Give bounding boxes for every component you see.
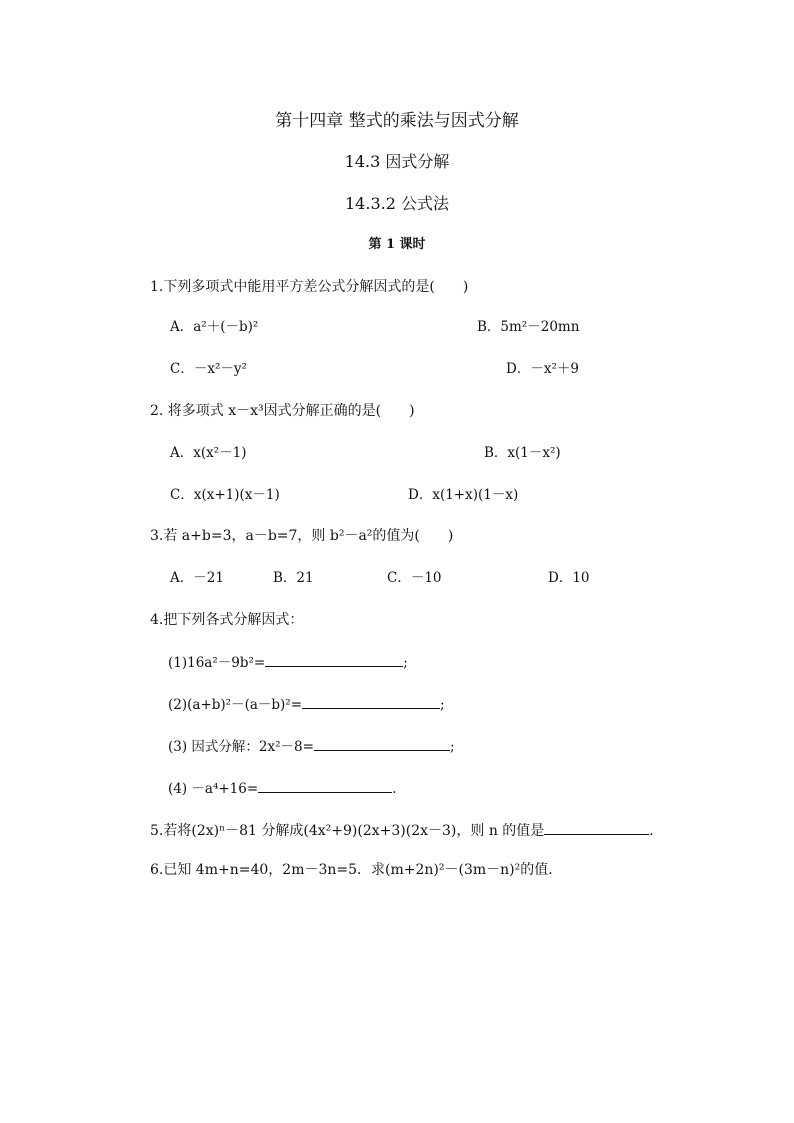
lesson-title: 第 1 课时 — [368, 237, 426, 252]
option-label: D． — [548, 570, 573, 586]
option-label: B． — [484, 445, 508, 461]
option-text: x(1－x²) — [507, 445, 561, 461]
option-text: x(x²－1) — [193, 445, 247, 461]
option-label: A． — [170, 570, 194, 586]
q2-option-a — [170, 444, 247, 462]
subsection-title: 14.3.2 公式法 — [345, 194, 449, 213]
option-text: 10 — [572, 570, 590, 586]
q3-option-a — [170, 569, 224, 587]
q4-item-4 — [168, 778, 396, 798]
answer-blank[interactable] — [314, 736, 450, 751]
item-text: (1)16a²－9b²= — [168, 655, 266, 671]
item-end: ; — [440, 697, 445, 713]
question-6: 6.已知 4m+n=40，2m－3n=5．求(m+2n)²－(3m－n)²的值． — [150, 862, 563, 878]
option-label: A． — [170, 445, 194, 461]
option-text: x(x+1)(x－1) — [193, 487, 280, 503]
q2-option-b — [484, 444, 561, 462]
option-label: B． — [273, 570, 297, 586]
question-5-end: . — [649, 823, 654, 839]
option-text: －x²－y² — [193, 361, 247, 377]
q4-item-1 — [168, 652, 408, 672]
option-text: －21 — [193, 570, 224, 586]
option-text: 5m²－20mn — [500, 319, 580, 335]
q3-option-d — [548, 569, 590, 587]
item-end: ; — [403, 655, 408, 671]
question-5 — [150, 820, 654, 840]
section-title: 14.3 因式分解 — [344, 152, 450, 171]
option-text: －10 — [410, 570, 442, 586]
item-text: (3) 因式分解：2x²－8= — [168, 739, 314, 755]
item-text: (4) －a⁴+16= — [168, 781, 259, 797]
q2-option-c — [170, 486, 280, 504]
q1-option-d — [506, 360, 579, 378]
q2-option-d — [408, 486, 518, 504]
q4-item-3 — [168, 736, 455, 756]
option-label: A． — [170, 319, 194, 335]
q3-option-c — [387, 569, 442, 587]
question-5-text: 5.若将(2x)ⁿ－81 分解成(4x²+9)(2x+3)(2x－3)，则 n 的值是 — [150, 823, 545, 839]
option-text: －x²＋9 — [530, 361, 579, 377]
chapter-title: 第十四章 整式的乘法与因式分解 — [275, 111, 519, 131]
answer-blank[interactable] — [544, 820, 649, 835]
option-text: 21 — [296, 570, 314, 586]
q4-item-2 — [168, 694, 445, 714]
option-label: D． — [506, 361, 531, 377]
answer-blank[interactable] — [265, 652, 403, 667]
question-4-stem: 4.把下列各式分解因式： — [150, 612, 304, 628]
question-3-stem: 3.若 a+b=3，a－b=7，则 b²－a²的值为( ) — [150, 528, 454, 544]
option-text: a²＋(－b)² — [193, 319, 259, 335]
option-label: C． — [170, 361, 194, 377]
q1-option-b — [477, 318, 579, 336]
question-1-stem: 1.下列多项式中能用平方差公式分解因式的是( ) — [150, 279, 469, 295]
option-label: C． — [387, 570, 411, 586]
option-label: B． — [477, 319, 501, 335]
answer-blank[interactable] — [302, 694, 440, 709]
option-label: C． — [170, 487, 194, 503]
item-end: ; — [449, 739, 455, 755]
q1-option-c — [170, 360, 247, 378]
item-end: . — [392, 781, 397, 797]
option-label: D． — [408, 487, 433, 503]
item-text: (2)(a+b)²－(a－b)²= — [168, 697, 303, 713]
answer-blank[interactable] — [258, 778, 392, 793]
option-text: x(1+x)(1－x) — [432, 487, 519, 503]
q3-option-b — [273, 569, 314, 587]
question-2-stem: 2. 将多项式 x－x³因式分解正确的是( ) — [150, 403, 415, 419]
q1-option-a — [170, 318, 258, 336]
